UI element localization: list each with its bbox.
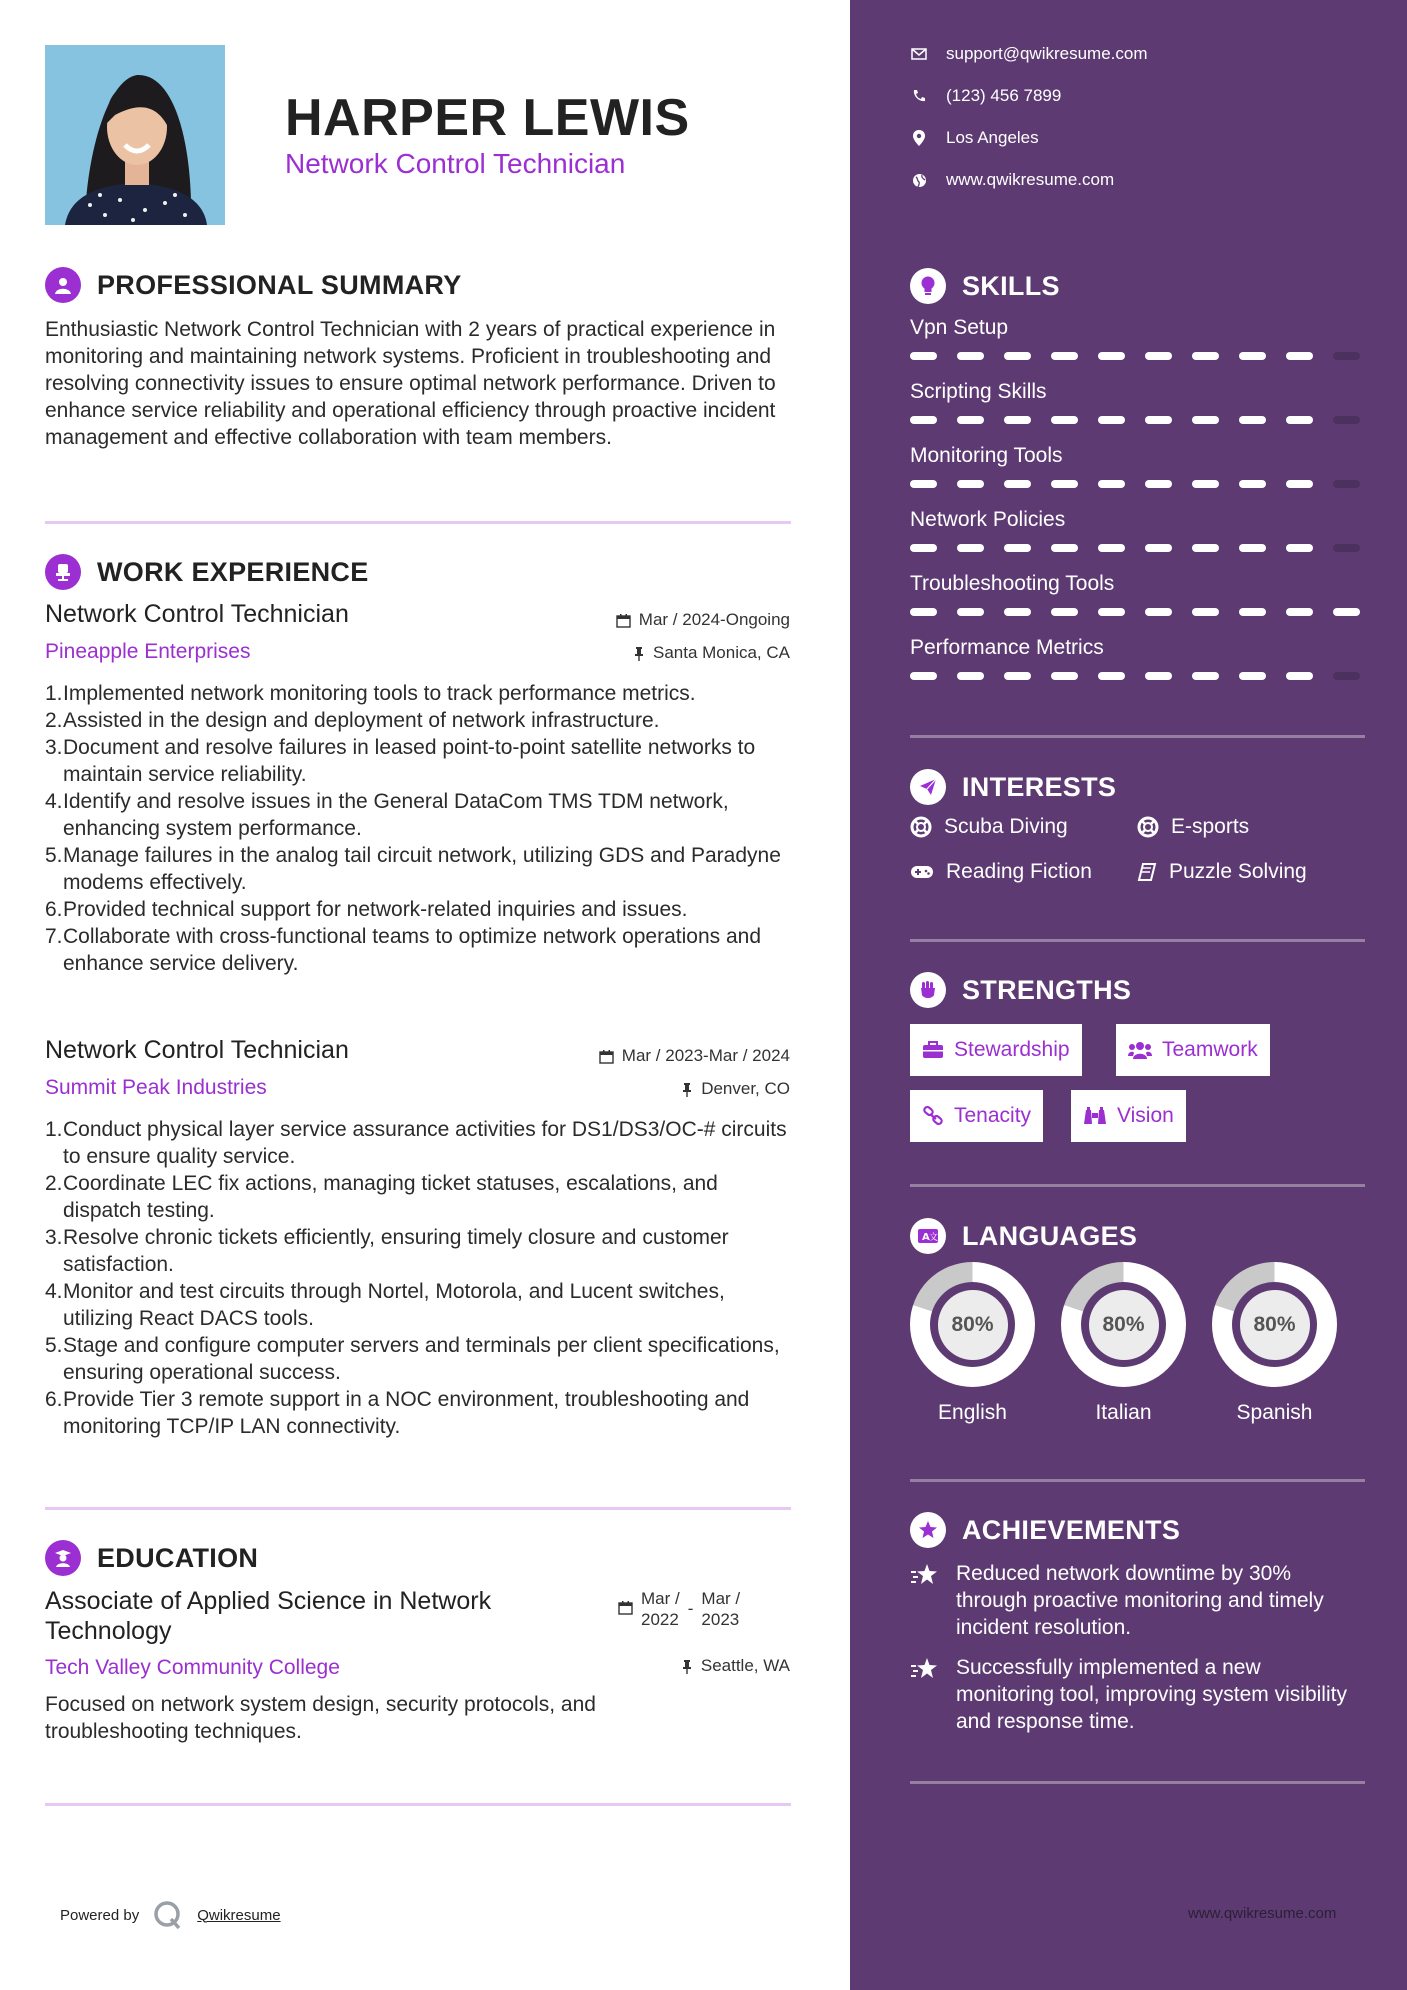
job-location-text: Santa Monica, CA [652, 643, 790, 662]
section-divider [910, 939, 1365, 942]
skill-segment-filled [1098, 416, 1125, 424]
education-dates: Mar / 2022 - Mar / 2023 [618, 1588, 740, 1630]
language-item [1061, 1262, 1186, 1425]
skill-segment-filled [1098, 480, 1125, 488]
school: Tech Valley Community College [45, 1656, 340, 1679]
skill-name: Vpn Setup [910, 316, 1009, 339]
strength-tag: Tenacity [910, 1090, 1043, 1142]
skill-segment-filled [1051, 544, 1078, 552]
list-item: 5. Manage failures in the analog tail circuit network, utilizing GDS and Paradyne modems effectively. [45, 844, 781, 894]
skill-segment-filled [1145, 672, 1172, 680]
skill-segment-filled [1286, 352, 1313, 360]
skill-segment-filled [1098, 544, 1125, 552]
skill-segment-filled [957, 480, 984, 488]
skill-segment-empty [1333, 480, 1360, 488]
skill-segment-filled [1286, 608, 1313, 616]
job-role: Network Control Technician [45, 1036, 349, 1064]
svg-text:A: A [922, 1232, 930, 1243]
skill-segment-filled [1192, 352, 1219, 360]
skill-segment-filled [910, 352, 937, 360]
job-dates [599, 1046, 790, 1066]
calendar-icon [616, 613, 631, 628]
contact-location-text: Los Angeles [946, 128, 1039, 147]
skill-segment-empty [1333, 416, 1360, 424]
skill-level-bar [910, 480, 1360, 488]
skill-segment-filled [1192, 608, 1219, 616]
contact-phone-text[interactable]: (123) 456 7899 [946, 86, 1062, 105]
skill-segment-filled [910, 608, 937, 616]
gamepad-icon [910, 864, 934, 880]
skill-segment-filled [910, 672, 937, 680]
footer-website[interactable]: www.qwikresume.com [1188, 1905, 1337, 1922]
strengths-header [910, 970, 1131, 1010]
job-company: Summit Peak Industries [45, 1076, 267, 1099]
skill-segment-filled [1192, 416, 1219, 424]
skill-segment-filled [1098, 608, 1125, 616]
strengths-title: STRENGTHS [962, 974, 1132, 1005]
skills-title: SKILLS [962, 270, 1060, 301]
qwikresume-link[interactable]: Qwikresume [197, 1906, 281, 1924]
job-dates-text: Mar / 2023-Mar / 2024 [621, 1046, 790, 1065]
candidate-name: HARPER LEWIS [285, 89, 690, 147]
contact-location [910, 128, 1039, 148]
section-divider [910, 1479, 1365, 1482]
contact-website [910, 170, 1114, 190]
interest-item: E-sports [1137, 815, 1249, 839]
contact-website-text[interactable]: www.qwikresume.com [946, 170, 1115, 189]
qwikresume-logo-icon [153, 1900, 183, 1930]
skill-segment-filled [1145, 544, 1172, 552]
skill-segment-empty [1333, 352, 1360, 360]
skill-segment-filled [1239, 672, 1266, 680]
skill-name: Network Policies [910, 508, 1066, 531]
skill-segment-filled [957, 672, 984, 680]
skill-segment-filled [1145, 608, 1172, 616]
skill-segment-filled [957, 352, 984, 360]
calendar-icon [599, 1049, 614, 1064]
language-percent: 80% [1240, 1290, 1310, 1360]
skill-segment-filled [1004, 608, 1031, 616]
skill-segment-filled [1286, 480, 1313, 488]
link-icon [922, 1105, 944, 1127]
skill-segment-filled [1192, 544, 1219, 552]
experience-header [45, 552, 369, 592]
skill-segment-filled [1051, 352, 1078, 360]
skill-segment-empty [1333, 544, 1360, 552]
skill-segment-filled [910, 416, 937, 424]
list-item: 2. Assisted in the design and deployment of network infrastructure. [45, 709, 660, 732]
interests-title: INTERESTS [962, 771, 1117, 802]
list-item: 3. Document and resolve failures in leased point-to-point satellite networks to maintain service reliability. [45, 736, 756, 786]
book-icon [1137, 862, 1157, 882]
graduate-icon [45, 1540, 81, 1576]
skill-segment-filled [1004, 672, 1031, 680]
job-duties [45, 680, 795, 977]
skill-segment-filled [1145, 480, 1172, 488]
list-item: 7. Collaborate with cross-functional teams to optimize network operations and enhance service delivery. [45, 925, 762, 975]
skill-segment-filled [957, 416, 984, 424]
strength-tag: Vision [1071, 1090, 1186, 1142]
skill-segment-filled [1051, 608, 1078, 616]
skill-segment-filled [1004, 480, 1031, 488]
skill-segment-filled [910, 480, 937, 488]
lifebuoy-icon [1137, 816, 1159, 838]
skill-segment-filled [1286, 544, 1313, 552]
list-item: 6. Provided technical support for network-related inquiries and issues. [45, 898, 688, 921]
skill-segment-filled [1145, 416, 1172, 424]
language-name: Spanish [1236, 1401, 1313, 1424]
section-divider [45, 521, 791, 524]
language-item [910, 1262, 1035, 1425]
section-divider [910, 1781, 1365, 1784]
experience-title: WORK EXPERIENCE [97, 556, 369, 587]
language-ring [1212, 1262, 1337, 1387]
map-pin-icon [910, 130, 928, 146]
skill-segment-filled [1286, 672, 1313, 680]
interests-header [910, 767, 1116, 807]
powered-by [60, 1900, 281, 1930]
education-description: Focused on network system design, security protocols, and troubleshooting techniques. [45, 1693, 596, 1743]
contact-email-text[interactable]: support@qwikresume.com [946, 44, 1148, 63]
language-name: Italian [1095, 1401, 1152, 1424]
section-divider [910, 735, 1365, 738]
envelope-icon [910, 48, 928, 60]
skill-segment-filled [910, 544, 937, 552]
sidebar [850, 0, 1407, 1990]
section-divider [910, 1184, 1365, 1187]
job-dates-text: Mar / 2024-Ongoing [638, 610, 790, 629]
skill-level-bar [910, 672, 1360, 680]
interest-item: Puzzle Solving [1137, 860, 1307, 884]
star-icon [910, 1560, 942, 1641]
skill-segment-filled [1239, 480, 1266, 488]
lightbulb-icon [910, 268, 946, 304]
list-item: 6. Provide Tier 3 remote support in a NOC environment, troubleshooting and monitoring TCP/IP LAN connectivity. [45, 1388, 750, 1438]
language-name: English [938, 1401, 1007, 1424]
achievements-title: ACHIEVEMENTS [962, 1514, 1181, 1545]
job-location [633, 643, 790, 663]
skill-level-bar [910, 608, 1360, 616]
skills-header [910, 266, 1060, 306]
skill-segment-filled [1004, 544, 1031, 552]
strength-tag: Stewardship [910, 1024, 1082, 1076]
skill-segment-empty [1333, 672, 1360, 680]
summary-header [45, 265, 462, 305]
skill-segment-filled [1192, 480, 1219, 488]
achievements-header [910, 1510, 1180, 1550]
candidate-title: Network Control Technician [285, 148, 626, 179]
globe-icon [910, 173, 928, 188]
skill-segment-filled [1051, 672, 1078, 680]
skill-level-bar [910, 544, 1360, 552]
skill-segment-filled [1145, 352, 1172, 360]
skill-segment-filled [1004, 352, 1031, 360]
calendar-icon [618, 1600, 633, 1615]
job-location [681, 1079, 790, 1099]
list-item: 1. Implemented network monitoring tools to track performance metrics. [45, 682, 696, 705]
skill-segment-filled [1239, 544, 1266, 552]
binoculars-icon [1083, 1106, 1107, 1126]
interest-item: Scuba Diving [910, 815, 1068, 839]
star-badge-icon [910, 1512, 946, 1548]
user-circle-icon [45, 267, 81, 303]
users-icon [1128, 1041, 1152, 1059]
language-icon [910, 1218, 946, 1254]
paper-plane-icon [910, 769, 946, 805]
briefcase-icon [922, 1041, 944, 1059]
skill-segment-filled [1239, 416, 1266, 424]
skill-segment-filled [957, 608, 984, 616]
skill-segment-filled [1051, 416, 1078, 424]
skill-segment-filled [1333, 608, 1360, 616]
summary-text: Enthusiastic Network Control Technician with 2 years of practical experience in monitoring and maintaining network systems. Proficient in troubleshooting and resolving connectivity issues to ensure optimal network performance. Driven to enhance service reliability and operational efficiency through proactive incident management and effective collaboration with team members. [45, 318, 776, 449]
list-item: 4. Identify and resolve issues in the General DataCom TMS TDM network, enhancing system performance. [45, 790, 729, 840]
skill-name: Troubleshooting Tools [910, 572, 1115, 595]
phone-icon [910, 89, 928, 103]
language-item [1212, 1262, 1337, 1425]
degree: Associate of Applied Science in Network Technology [45, 1587, 492, 1645]
list-item: 4. Monitor and test circuits through Nortel, Motorola, and Lucent switches, utilizing React DACS tools. [45, 1280, 725, 1330]
languages-title: LANGUAGES [962, 1220, 1138, 1251]
contact-phone [910, 86, 1061, 106]
interest-item: Reading Fiction [910, 860, 1092, 884]
education-title: EDUCATION [97, 1542, 259, 1573]
pin-icon [681, 1082, 693, 1097]
language-percent: 80% [1089, 1290, 1159, 1360]
job-role: Network Control Technician [45, 600, 349, 628]
education-header [45, 1538, 258, 1578]
profile-photo [45, 45, 225, 225]
pin-icon [681, 1659, 693, 1674]
skill-segment-filled [957, 544, 984, 552]
skill-name: Scripting Skills [910, 380, 1047, 403]
section-divider [45, 1507, 791, 1510]
education-location: Seattle, WA [681, 1656, 790, 1676]
skill-level-bar [910, 352, 1360, 360]
language-ring [1061, 1262, 1186, 1387]
achievement-item: Successfully implemented a new monitoring tool, improving system visibility and response time. [910, 1654, 1350, 1735]
star-icon [910, 1654, 942, 1735]
strength-tag: Teamwork [1116, 1024, 1270, 1076]
list-item: 3. Resolve chronic tickets efficiently, ensuring timely closure and customer satisfaction. [45, 1226, 729, 1276]
skill-segment-filled [1004, 416, 1031, 424]
summary-title: PROFESSIONAL SUMMARY [97, 269, 462, 300]
svg-text:文: 文 [929, 1233, 939, 1243]
job-duties [45, 1116, 795, 1440]
pin-icon [633, 646, 645, 661]
languages-header [910, 1216, 1137, 1256]
skill-segment-filled [1239, 352, 1266, 360]
section-divider [45, 1803, 791, 1806]
job-company: Pineapple Enterprises [45, 640, 251, 663]
job-dates [616, 610, 790, 630]
list-item: 1. Conduct physical layer service assurance activities for DS1/DS3/OC-# circuits to ensure quality service. [45, 1118, 787, 1168]
skill-segment-filled [1286, 416, 1313, 424]
language-percent: 80% [938, 1290, 1008, 1360]
skill-name: Performance Metrics [910, 636, 1104, 659]
skill-segment-filled [1192, 672, 1219, 680]
skill-segment-filled [1098, 352, 1125, 360]
language-ring [910, 1262, 1035, 1387]
job-location-text: Denver, CO [701, 1079, 790, 1098]
list-item: 2. Coordinate LEC fix actions, managing ticket statuses, escalations, and dispatch testing. [45, 1172, 718, 1222]
list-item: 5. Stage and configure computer servers and terminals per client specifications, ensuring operational success. [45, 1334, 780, 1384]
skill-name: Monitoring Tools [910, 444, 1063, 467]
chair-icon [45, 554, 81, 590]
contact-email [910, 44, 1148, 64]
skill-segment-filled [1098, 672, 1125, 680]
skill-level-bar [910, 416, 1360, 424]
fist-icon [910, 972, 946, 1008]
achievement-item: Reduced network downtime by 30% through proactive monitoring and timely incident resolution. [910, 1560, 1350, 1641]
skill-segment-filled [1239, 608, 1266, 616]
skill-segment-filled [1051, 480, 1078, 488]
lifebuoy-icon [910, 816, 932, 838]
powered-by-label: Powered by [60, 1906, 140, 1924]
